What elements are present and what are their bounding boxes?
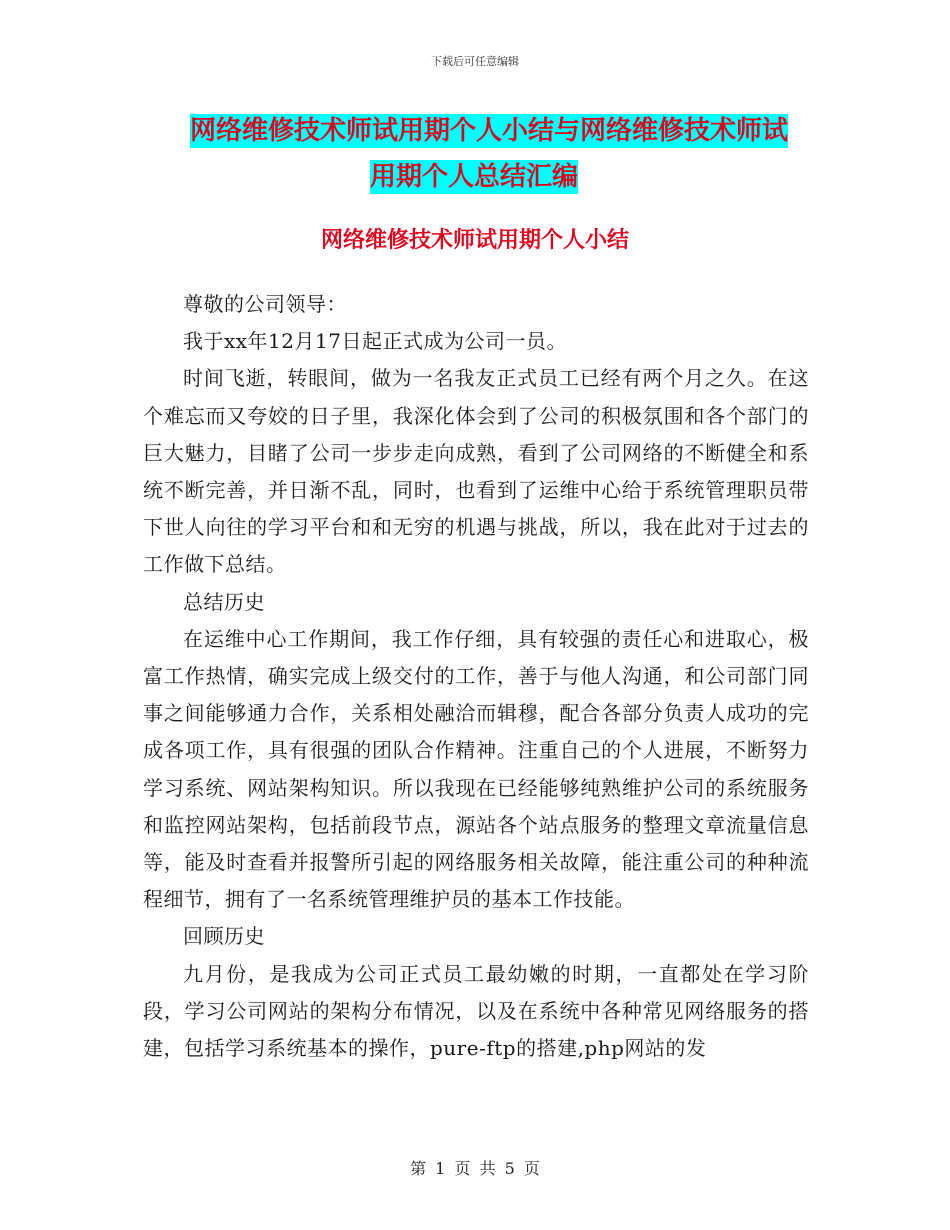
body-paragraph: 我于xx年12月17日起正式成为公司一员。 xyxy=(183,329,567,354)
subheading-paragraph: 总结历史 xyxy=(183,589,265,614)
salutation-paragraph: 尊敬的公司领导： xyxy=(183,292,347,316)
section-title: 网络维修技术师试用期个人小结 xyxy=(320,228,629,253)
main-title-line-2: 用期个人总结汇编 xyxy=(370,162,579,192)
body-paragraph: 九月份，是我成为公司正式员工最幼嫩的时期，一直都处在学习阶段，学习公司网站的架构分布情况，以及在系统中各种常见网络服务的搭建，包括学习系统基本的操作，pure-ftp的搭建,php网站的发 xyxy=(143,961,809,1061)
subheading-paragraph: 回顾历史 xyxy=(183,924,265,949)
page-header-note: 下载后可任意编辑 xyxy=(431,55,519,68)
document-body xyxy=(143,286,809,1067)
main-title-line-1: 网络维修技术师试用期个人小结与网络维修技术师试 xyxy=(190,116,789,146)
body-paragraph: 时间飞逝，转眼间，做为一名我友正式员工已经有两个月之久。在这个难忘而又夸姣的日子里，我深化体会到了公司的积极氛围和各个部门的巨大魅力，目睹了公司一步步走向成熟，看到了公司网络的不断健全和系统不断完善，并日渐不乱，同时，也看到了运维中心给于系统管理职员带下世人向往的学习平台和和无穷的机遇与挑战，所以，我在此对于过去的工作做下总结。 xyxy=(143,366,809,577)
body-paragraph: 在运维中心工作期间，我工作仔细，具有较强的责任心和进取心，极富工作热情，确实完成上级交付的工作，善于与他人沟通，和公司部门同事之间能够通力合作，关系相处融洽而辑穆，配合各部分负责人成功的完成各项工作，具有很强的团队合作精神。注重自己的个人进展，不断努力学习系统、网站架构知识。所以我现在已经能够纯熟维护公司的系统服务和监控网站架构，包括前段节点，源站各个站点服务的整理文章流量信息等，能及时查看并报警所引起的网络服务相关故障，能注重公司的种种流程细节，拥有了一名系统管理维护员的基本工作技能。 xyxy=(143,626,809,912)
page-number-footer: 第 1 页 共 5 页 xyxy=(410,1159,540,1178)
document-main-title xyxy=(190,108,802,200)
